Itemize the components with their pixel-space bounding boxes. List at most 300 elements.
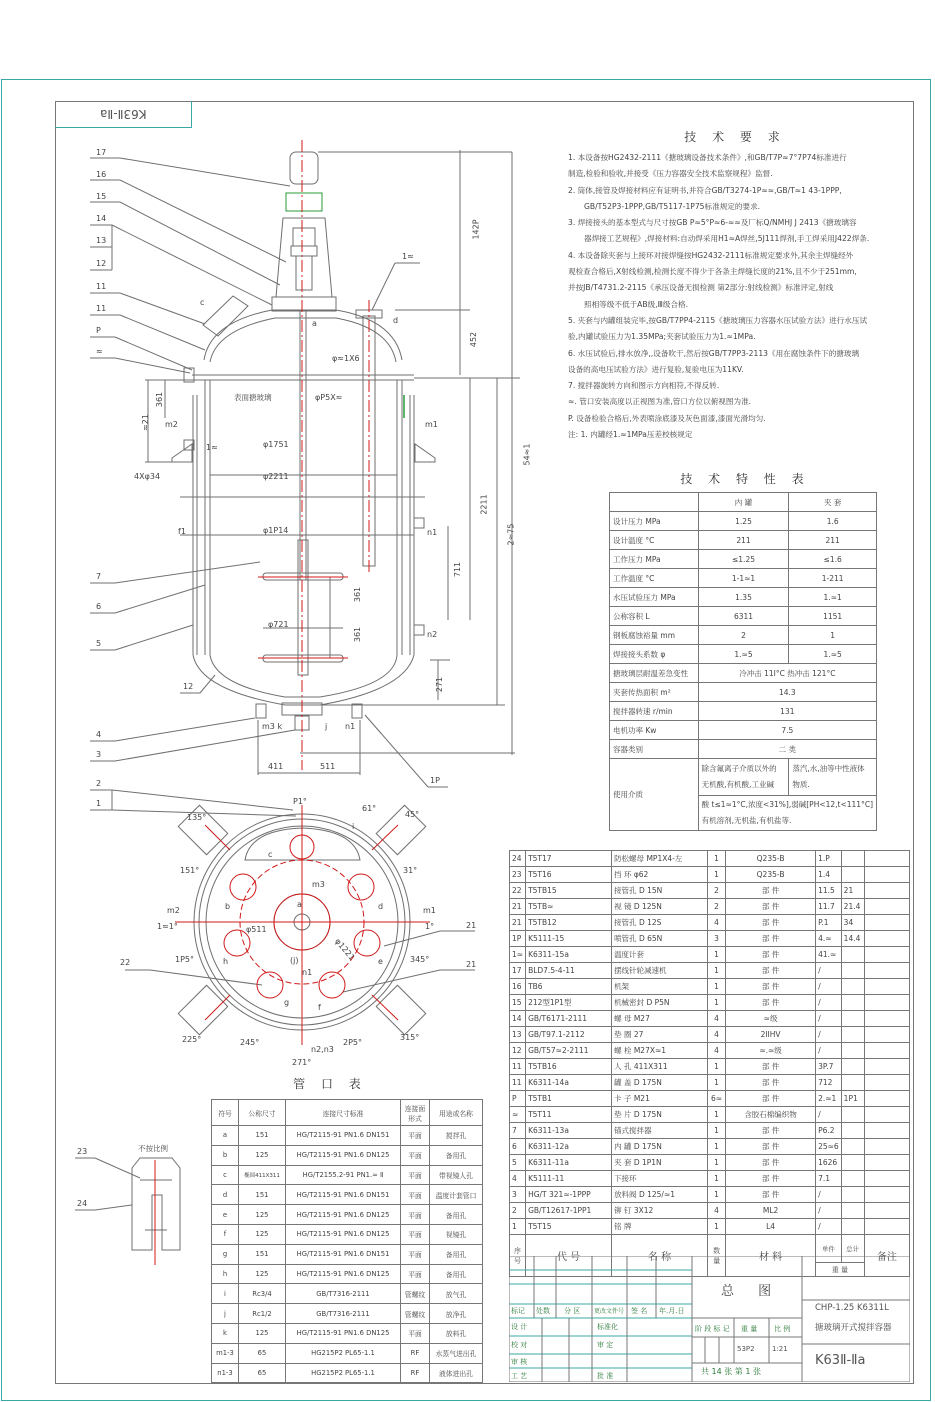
parts-cell: 部 件 (726, 979, 816, 995)
angle-0: 1° (425, 922, 435, 931)
parts-cell: 6≈ (708, 1091, 726, 1107)
spec-label: 搪玻璃层耐温差急变性 (610, 664, 699, 683)
nozzle-cell: 放气孔 (430, 1284, 483, 1304)
parts-row (510, 915, 910, 931)
parts-cell: / (816, 1219, 842, 1235)
nozzle-cell: k (212, 1323, 239, 1343)
parts-cell: 2IIHV (726, 1027, 816, 1043)
req-line: 注: 1. 内罐经1.≈1MPa压差校核规定 (568, 430, 693, 440)
nozzle-row (212, 1126, 483, 1146)
nozzle-cell: GB/T7316-2111 (286, 1304, 401, 1324)
top-label-n1: n1 (302, 968, 313, 977)
req-line: 2. 筒体,接管及焊接材料应有证明书,并符合GB/T3274-1P≈≈,GB/T≈1 43-1PPP, (568, 185, 842, 195)
parts-row (510, 1219, 910, 1235)
parts-header-weight: 重 量 (816, 1263, 865, 1277)
parts-cell (864, 851, 909, 867)
leader-15: 15 (96, 192, 107, 201)
parts-cell: 部 件 (726, 1059, 816, 1075)
parts-cell (864, 1171, 909, 1187)
leader-6: 6 (96, 602, 102, 611)
dim-blade-2: 361 (353, 626, 363, 643)
req-line: 7. 搅拌器旋转方向和图示方向相符,不得反转. (568, 381, 720, 391)
parts-row (510, 1043, 910, 1059)
parts-header-code: 代 号 (526, 1235, 612, 1277)
nozzle-cell: n1-3 (212, 1363, 239, 1383)
nozzle-cell: HG/T2115-91 PN1.6 DN151 (286, 1244, 401, 1264)
parts-cell: 11.7 (816, 899, 842, 915)
nozzle-cell: 平面 (401, 1165, 430, 1185)
spec-inner: 1.≈5 (698, 645, 789, 664)
nozzle-cell: RF (401, 1363, 430, 1383)
medium-jacket-1: 蒸汽,水,油等中性液体 (792, 764, 865, 773)
req-line: GB/T52P3-1PPP,GB/T5117-1P75标准规定的要求. (584, 201, 761, 211)
tech-requirements (568, 150, 898, 443)
parts-cell: 17 (510, 963, 526, 979)
parts-cell: T5T16 (526, 867, 612, 883)
spec-inner: 1.35 (698, 588, 789, 607)
parts-cell: T5T17 (526, 851, 612, 867)
spec-medium-extra (698, 796, 876, 831)
parts-cell: TB6 (526, 979, 612, 995)
nozzle-cell: 125 (239, 1205, 286, 1225)
parts-cell: 3 (510, 1187, 526, 1203)
leader-12: 12 (96, 259, 107, 268)
parts-cell (841, 947, 864, 963)
parts-cell (841, 1107, 864, 1123)
nozzle-row (212, 1145, 483, 1165)
parts-cell: K5111-15 (526, 931, 612, 947)
parts-row (510, 899, 910, 915)
parts-cell: 螺 母 M27 (612, 1011, 708, 1027)
top-leader-22: 22 (120, 958, 131, 967)
dim-inner-height: 2≈75 (506, 523, 516, 546)
parts-cell (864, 931, 909, 947)
top-label-g: g (284, 998, 290, 1007)
tb-review: 审 核 (511, 1358, 528, 1366)
parts-cell: T5TB16 (526, 1059, 612, 1075)
nozzle-cell: 151 (239, 1244, 286, 1264)
nozzle-cell: 平面 (401, 1205, 430, 1225)
parts-cell (841, 1139, 864, 1155)
dim-jacket-height: 2211 (479, 494, 489, 515)
top-label-n2n3: n2,n3 (311, 1045, 334, 1054)
tb-mark: 标记 (511, 1307, 525, 1315)
medium-jacket-2: 物质. (792, 780, 810, 789)
nozzle-cell: 125 (239, 1323, 286, 1343)
spec-inner: 1-1≈1 (698, 569, 789, 588)
medium-inner-1: 除含氟离子介质以外的 (701, 764, 777, 773)
nozzle-cell: 125 (239, 1264, 286, 1284)
parts-cell: K6311-13a (526, 1123, 612, 1139)
parts-cell: 1P1 (841, 1091, 864, 1107)
spec-jacket: 1151 (789, 607, 877, 626)
parts-cell: P.1 (816, 915, 842, 931)
parts-row (510, 851, 910, 867)
nozzle-cell: 平面 (401, 1145, 430, 1165)
nozzle-c-label: c (200, 298, 205, 307)
parts-cell: 1 (708, 995, 726, 1011)
angle-270: 271° (292, 1058, 312, 1067)
spec-jacket: 1-211 (789, 569, 877, 588)
nozzle-cell: e (212, 1205, 239, 1225)
spec-label: 电机功率 Kw (610, 721, 699, 740)
nozzle-cell: 平面 (401, 1244, 430, 1264)
top-label-m2: m2 (167, 906, 180, 915)
dim-blade-1: 361 (353, 586, 363, 603)
parts-cell (864, 899, 909, 915)
dim-overall-height: 54≈1 (522, 443, 532, 466)
detail-leader-24: 24 (77, 1199, 88, 1208)
parts-cell (864, 883, 909, 899)
parts-cell: 21 (510, 915, 526, 931)
parts-cell (841, 1187, 864, 1203)
spec-label: 水压试验压力 MPa (610, 588, 699, 607)
nozzle-cell: 管螺纹 (401, 1284, 430, 1304)
nozzle-m2-label: m2 (165, 420, 178, 429)
leader-4: 4 (96, 730, 102, 739)
parts-cell (841, 1075, 864, 1091)
nozzle-m3-k-label (262, 722, 282, 731)
spec-row (610, 588, 877, 607)
leader-7: 7 (96, 572, 102, 581)
parts-cell: 部 件 (726, 995, 816, 1011)
dim-support-holes: 4Xφ34 (134, 472, 161, 481)
dim-shaft: φP5X≈ (315, 393, 343, 402)
leader-13: 13 (96, 236, 107, 245)
parts-cell: 4 (708, 1011, 726, 1027)
parts-row (510, 1091, 910, 1107)
parts-cell (841, 1027, 864, 1043)
parts-cell (864, 1091, 909, 1107)
parts-cell: 1 (708, 1107, 726, 1123)
spec-row (610, 607, 877, 626)
nozzle-cell: h (212, 1264, 239, 1284)
nozzle-cell: HG/T2115-91 PN1.6 DN125 (286, 1264, 401, 1284)
spec-row (610, 721, 877, 740)
nozzle-cell: i (212, 1284, 239, 1304)
parts-row (510, 1139, 910, 1155)
parts-cell: 下接环 (612, 1171, 708, 1187)
nozzle-row (212, 1185, 483, 1205)
parts-cell (864, 1107, 909, 1123)
angle-245: 245° (240, 1038, 260, 1047)
parts-cell: / (816, 1203, 842, 1219)
tb-count: 处数 (536, 1307, 550, 1315)
spec-label: 工作压力 MPa (610, 550, 699, 569)
req-line: 器焊接工艺规程》,焊接材料:自动焊采用H1≈A焊丝,5J111焊剂,手工焊采用J422焊条. (584, 234, 870, 244)
req-line: 制造,检验和验收,并接受《压力容器安全技术监察规程》监督. (568, 169, 773, 179)
parts-cell: / (816, 995, 842, 1011)
tb-signature: 签 名 (631, 1307, 648, 1315)
nozzle-cell: Rc1/2 (239, 1304, 286, 1324)
top-label-i: i (352, 822, 355, 831)
leader-11a: 11 (96, 282, 107, 291)
spec-medium-row (610, 759, 877, 796)
parts-cell (864, 867, 909, 883)
parts-row (510, 1059, 910, 1075)
parts-cell (864, 1011, 909, 1027)
nozzle-cell: HG215P2 PL65-1.1 (286, 1343, 401, 1363)
spec-medium-label: 使用介质 (610, 759, 699, 831)
parts-cell: 1 (708, 1155, 726, 1171)
tb-change-doc: 更改文件号 (594, 1308, 625, 1315)
parts-row (510, 963, 910, 979)
spec-label: 焊接接头系数 φ (610, 645, 699, 664)
spec-label: 夹套传热面积 m² (610, 683, 699, 702)
parts-cell: T5T15 (526, 1219, 612, 1235)
nozzle-cell: 65 (239, 1343, 286, 1363)
parts-cell: / (816, 1011, 842, 1027)
parts-cell (841, 995, 864, 1011)
parts-row (510, 947, 910, 963)
parts-cell: 1 (510, 1219, 526, 1235)
spec-value: 14.3 (698, 683, 876, 702)
angle-180: 1≈1° (157, 922, 178, 931)
parts-cell (864, 1155, 909, 1171)
parts-cell (864, 1075, 909, 1091)
spec-value: 二 类 (698, 740, 876, 759)
parts-cell: T5TB12 (526, 915, 612, 931)
parts-cell: 放料阀 D 125/≈1 (612, 1187, 708, 1203)
spec-table (609, 492, 877, 831)
angle-135: 135° (187, 813, 207, 822)
parts-cell: 2 (510, 1203, 526, 1219)
parts-cell: 2 (708, 899, 726, 915)
nozzle-cell: Rc3/4 (239, 1284, 286, 1304)
parts-cell: 卡 子 M21 (612, 1091, 708, 1107)
parts-cell: BLD7.5-4-11 (526, 963, 612, 979)
nozzle-n1-label: n1 (427, 528, 438, 537)
top-label-b: b (225, 902, 231, 911)
nozzle-cell: HG/T2115-91 PN1.6 DN125 (286, 1323, 401, 1343)
parts-cell: 垫 圈 27 (612, 1027, 708, 1043)
parts-cell: HG/T 321≈-1PPP (526, 1187, 612, 1203)
nozzle-cell: c (212, 1165, 239, 1185)
spec-table-title: 技 术 特 性 表 (680, 472, 810, 486)
parts-cell (841, 851, 864, 867)
parts-row (510, 1011, 910, 1027)
dim-left-821: ≈21 (140, 414, 150, 431)
parts-cell (864, 1027, 909, 1043)
angle-90: P1° (293, 797, 307, 806)
nozzle-row (212, 1224, 483, 1244)
spec-header-inner: 内 罐 (698, 493, 789, 512)
nozzle-cell: 液体进出孔 (430, 1363, 483, 1383)
parts-cell: 1 (708, 1139, 726, 1155)
req-line: 1. 本设备按HG2432-2111《搪玻璃设备技术条件》,和GB/T7P≈7°7P74标准进行 (568, 153, 847, 162)
parts-cell: 24 (510, 851, 526, 867)
dim-tube: φ≈1X6 (332, 354, 360, 363)
parts-cell: 1 (708, 1075, 726, 1091)
parts-cell (864, 1187, 909, 1203)
parts-cell: 21 (510, 899, 526, 915)
parts-cell: Q235-B (726, 867, 816, 883)
leader-9: P (96, 326, 101, 335)
req-line: 4. 本设备除夹套与上接环对接焊缝按HG2432-2111标准规定要求外,其余主焊缝经外 (568, 250, 854, 260)
parts-row (510, 1155, 910, 1171)
parts-cell: 1 (708, 851, 726, 867)
parts-cell (864, 1203, 909, 1219)
leader-19: 1P (430, 776, 440, 785)
tb-sheet-info: 共 14 张 第 1 张 (701, 1367, 761, 1376)
top-dia-1221: φ1221 (333, 936, 357, 963)
parts-cell: 机架 (612, 979, 708, 995)
parts-cell: 部 件 (726, 1139, 816, 1155)
spec-jacket: 1.≈5 (789, 645, 877, 664)
nozzle-cell: 备用孔 (430, 1244, 483, 1264)
req-line: ≈. 管口安装高度以正视图为准,管口方位以俯视图为准. (568, 397, 752, 407)
leader-18: 1≈ (402, 252, 414, 261)
tb-approve: 批 准 (597, 1372, 614, 1380)
req-line: P. 设备检验合格后,外表喷涂底漆及灰色面漆,漆面光滑均匀. (568, 413, 766, 423)
parts-row (510, 995, 910, 1011)
parts-cell: K6311-15a (526, 947, 612, 963)
nozzle-cell: j (212, 1304, 239, 1324)
parts-cell: 4 (708, 1203, 726, 1219)
parts-cell: Q235-B (726, 851, 816, 867)
top-label-h: h (223, 957, 229, 966)
spec-row (610, 683, 877, 702)
tb-zone: 分 区 (564, 1307, 581, 1315)
spec-header-empty (610, 493, 699, 512)
tb-scale-value: 1:21 (772, 1345, 788, 1353)
top-label-a: a (297, 900, 302, 909)
parts-cell: 1 (708, 979, 726, 995)
medium-line-3: 酸 t≤1≈1°C,浓度<31%],弱碱[PH<12,t<111°C] (701, 800, 873, 809)
parts-cell: 接管孔 D 12S (612, 915, 708, 931)
parts-cell: 1 (708, 1171, 726, 1187)
parts-cell: 内 罐 D 175N (612, 1139, 708, 1155)
nozzle-cell: HG/T2115-91 PN1.6 DN125 (286, 1205, 401, 1225)
nozzle-cell: g (212, 1244, 239, 1264)
nozzle-table (211, 1099, 483, 1383)
spec-header-row (610, 493, 877, 512)
dim-head-height: 452 (469, 331, 479, 348)
spec-label: 钢板腐蚀裕量 mm (610, 626, 699, 645)
parts-cell: 1.P (816, 851, 842, 867)
parts-cell: K6311-12a (526, 1139, 612, 1155)
parts-row (510, 1107, 910, 1123)
parts-cell: 212型1P1型 (526, 995, 612, 1011)
parts-cell: / (816, 1043, 842, 1059)
parts-cell: 6 (510, 1139, 526, 1155)
spec-inner: 1.25 (698, 512, 789, 531)
parts-cell: 垫 片 D 175N (612, 1107, 708, 1123)
parts-cell (864, 995, 909, 1011)
parts-cell: 机械密封 D P5N (612, 995, 708, 1011)
parts-cell: 部 件 (726, 1187, 816, 1203)
angle-30: 31° (403, 866, 418, 875)
angle-60: 61° (362, 804, 377, 813)
leader-1: 1 (96, 799, 102, 808)
nozzle-cell: 管螺纹 (401, 1304, 430, 1324)
nozzle-row (212, 1205, 483, 1225)
spec-inner: 211 (698, 531, 789, 550)
nozzle-row (212, 1165, 483, 1185)
dim-bottom: 271 (435, 676, 445, 693)
parts-cell: 部 件 (726, 1123, 816, 1139)
nozzle-cell: 平面 (401, 1224, 430, 1244)
tb-approve-review: 审 定 (597, 1341, 614, 1349)
tb-design: 设 计 (511, 1323, 528, 1331)
nozzle-row (212, 1363, 483, 1383)
parts-cell: T5TB15 (526, 883, 612, 899)
nozzle-cell: GB/T7316-2111 (286, 1284, 401, 1304)
nozzle-f1-label: f1 (178, 527, 186, 536)
parts-cell: 7 (510, 1123, 526, 1139)
parts-row (510, 1203, 910, 1219)
top-label-e: e (378, 957, 383, 966)
spec-row (610, 626, 877, 645)
nozzle-cell: 带视镜人孔 (430, 1165, 483, 1185)
spec-value: 冷冲击 11I°C 热冲击 121°C (698, 664, 876, 683)
parts-cell: / (816, 1107, 842, 1123)
parts-cell: 34 (841, 915, 864, 931)
parts-row (510, 1027, 910, 1043)
nozzle-header: 公称尺寸 (239, 1100, 286, 1126)
parts-header-remark: 备注 (864, 1235, 909, 1277)
parts-cell: 部 件 (726, 1155, 816, 1171)
parts-row (510, 931, 910, 947)
parts-cell: 部 件 (726, 947, 816, 963)
req-line: 照相等级不低于AB级,Ⅲ级合格. (584, 299, 688, 309)
parts-cell (864, 979, 909, 995)
spec-header-jacket: 夹 套 (789, 493, 877, 512)
nozzle-m1-label: m1 (425, 420, 438, 429)
parts-cell: / (816, 979, 842, 995)
parts-cell: 防松螺母 MP1X4-左 (612, 851, 708, 867)
nozzle-cell: 椭圆411X311 (239, 1165, 286, 1185)
leader-14: 14 (96, 214, 107, 223)
spec-jacket: 1.≈1 (789, 588, 877, 607)
dim-511: 511 (320, 762, 336, 771)
tb-scale-label: 比 例 (774, 1325, 791, 1333)
parts-cell: 11.5 (816, 883, 842, 899)
nozzle-cell: HG/T2115-91 PN1.6 DN125 (286, 1145, 401, 1165)
req-line: 观检查合格后,X射线检测,检测长度不得少于各条主焊缝长度的21%,且不少于251mm, (568, 267, 857, 277)
parts-row (510, 867, 910, 883)
parts-cell: 温度计套 (612, 947, 708, 963)
parts-cell: 视 镜 D 125N (612, 899, 708, 915)
parts-header-qty: 数量 (708, 1235, 726, 1277)
detail-title: 不按比例 (138, 1144, 168, 1153)
tb-standardization: 标准化 (597, 1323, 618, 1331)
parts-cell (864, 1139, 909, 1155)
parts-cell: 1≈ (510, 947, 526, 963)
parts-row (510, 1187, 910, 1203)
nozzle-cell: 放料孔 (430, 1323, 483, 1343)
parts-cell: / (816, 1027, 842, 1043)
nozzle-cell: 125 (239, 1224, 286, 1244)
parts-cell: 罐 盖 D 175N (612, 1075, 708, 1091)
nozzle-cell: HG215P2 PL65-1.1 (286, 1363, 401, 1383)
spec-medium-jacket (789, 759, 877, 796)
tb-process: 工 艺 (511, 1372, 528, 1380)
tb-drawing-title: 总 图 (721, 1284, 782, 1299)
parts-cell: 部 件 (726, 1075, 816, 1091)
req-line: 验,内罐试验压力为1.35MPa;夹套试验压力为1.≈1MPa. (568, 332, 756, 342)
parts-cell: 25≈6 (816, 1139, 842, 1155)
parts-cell: 1 (708, 1219, 726, 1235)
parts-cell: 人 孔 411X311 (612, 1059, 708, 1075)
parts-list-body (510, 851, 910, 1235)
nozzle-cell: HG/T2155.2-91 PN1.≈ Ⅱ (286, 1165, 401, 1185)
parts-cell: 锚式搅拌器 (612, 1123, 708, 1139)
parts-cell: 喷管孔 D 65N (612, 931, 708, 947)
parts-cell: K6311-11a (526, 1155, 612, 1171)
parts-cell: P (510, 1091, 526, 1107)
medium-inner-2: 无机酸,有机酸,工业碱 (701, 780, 774, 789)
